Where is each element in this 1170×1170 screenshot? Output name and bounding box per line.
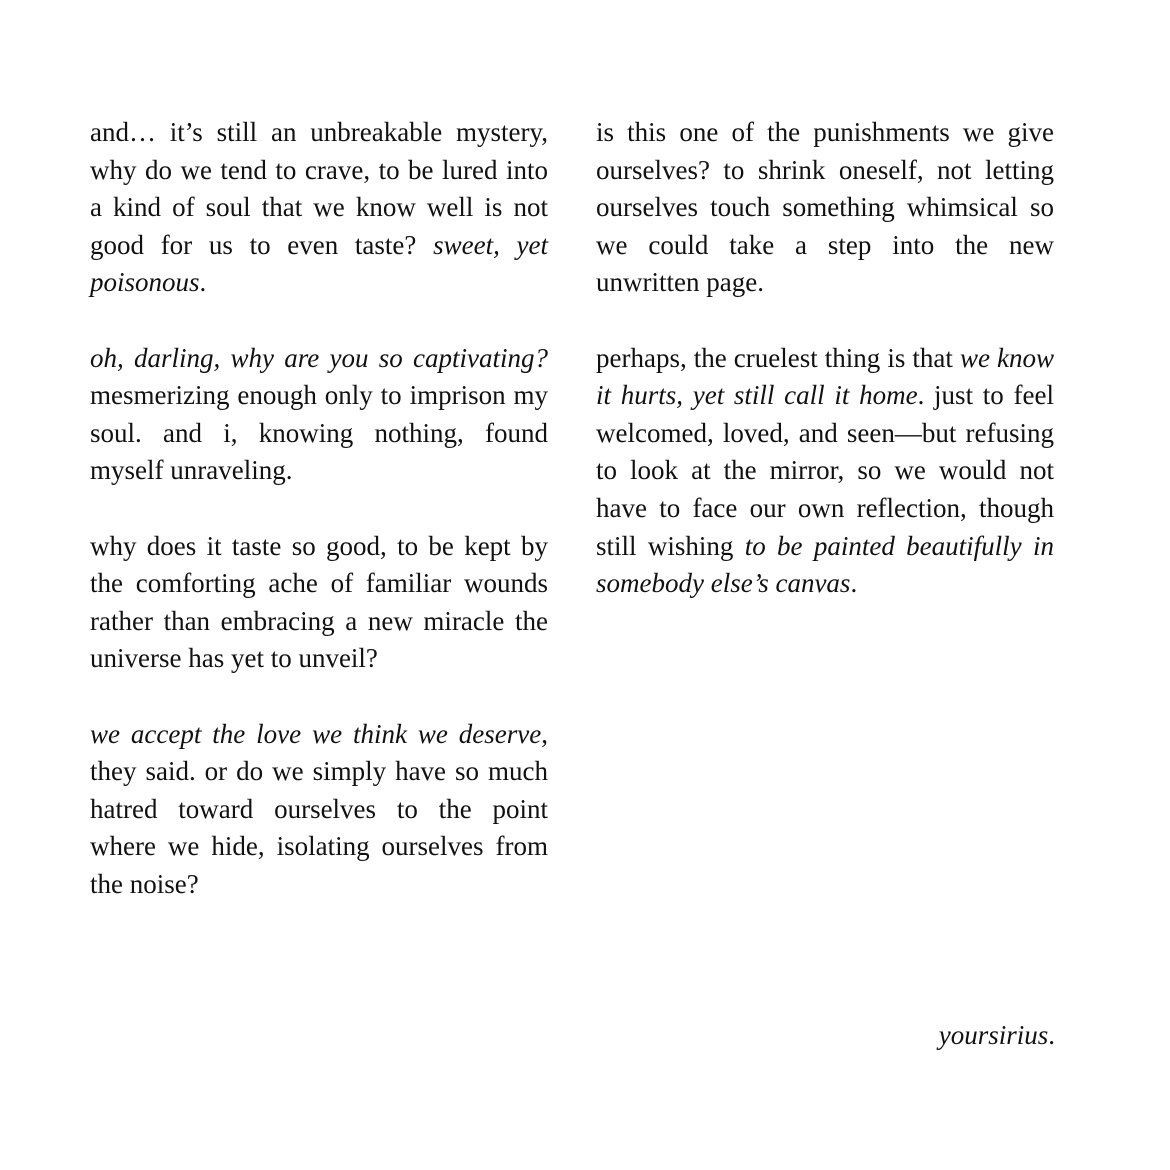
text-segment: . <box>199 267 207 298</box>
signature-name: yoursirius <box>938 1020 1049 1050</box>
text-segment: perhaps, the cruelest thing is that <box>596 342 960 373</box>
italic-text-segment: we know it hurts, yet still call it home <box>596 342 1054 411</box>
text-segment: . <box>850 568 858 599</box>
text-segment: is this one of the punishments we give ourselves? to shrink oneself, not letting ourselves touch something whimsical so we could take a step into the new unwritten page. <box>596 117 1054 298</box>
italic-text-segment: we accept the love we think we deserve <box>90 718 542 749</box>
text-segment: mesmerizing enough only to imprison my soul. and i, knowing nothing, found myself unraveling. <box>90 380 548 486</box>
text-segment: , they said. or do we simply have so much hatred toward ourselves to the point where we hide, isolating ourselves from the noise? <box>90 718 548 899</box>
author-signature <box>939 1017 1055 1055</box>
italic-text-segment: oh, darling, why are you so captivating? <box>90 342 548 373</box>
paragraph <box>596 114 1054 302</box>
paragraph <box>90 716 548 904</box>
paragraph <box>596 340 1054 603</box>
text-segment: . just to feel welcomed, loved, and seen—but refusing to look at the mirror, so we would not have to face our own reflection, though still wishing <box>596 380 1054 561</box>
italic-text-segment: sweet, yet poisonous <box>90 229 548 298</box>
paragraph <box>90 340 548 490</box>
text-segment: and… it’s still an unbreakable mystery, why do we tend to crave, to be lured into a kind of soul that we know well is not good for us to even taste? <box>90 117 548 260</box>
right-text-column <box>596 114 1054 640</box>
paragraph <box>90 114 548 302</box>
left-text-column <box>90 114 548 941</box>
italic-text-segment: to be painted beautifully in somebody else’s canvas <box>596 530 1054 599</box>
text-segment: why does it taste so good, to be kept by the comforting ache of familiar wounds rather than embracing a new miracle the universe has yet to unveil? <box>90 530 548 674</box>
signature-punctuation: . <box>1048 1020 1055 1050</box>
paragraph <box>90 528 548 678</box>
